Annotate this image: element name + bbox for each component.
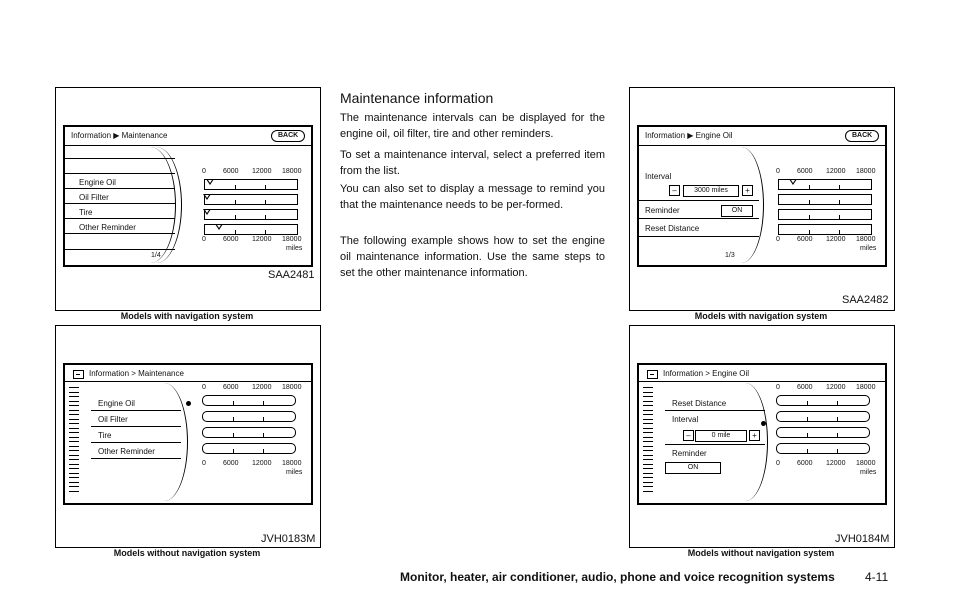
interval-label: Interval [672,415,699,424]
tick [263,433,264,437]
selection-dot [186,401,191,406]
reminder-label: Reminder [672,449,707,458]
divider [639,381,885,382]
paragraph: To set a maintenance interval, select a preferred item from the list. [340,149,605,177]
scale-0: 0 [202,460,206,467]
progress-bar [776,411,870,422]
tick [233,433,234,437]
tick [235,185,236,189]
pointer-icon [215,224,223,230]
progress-bar [776,395,870,406]
menu-item[interactable]: Oil Filter [98,415,128,424]
scale-6000: 6000 [797,236,813,243]
reset-distance-item[interactable]: Reset Distance [645,224,700,233]
menu-item[interactable]: Tire [98,431,112,440]
tick [839,185,840,189]
figure-maintenance-nonav [55,325,321,548]
progress-bar [204,209,298,220]
scale-18000: 18000 [856,460,876,467]
scale-12000: 12000 [826,168,846,175]
reminder-label: Reminder [645,206,680,215]
progress-bar [776,427,870,438]
page-indicator: 1/4 [151,252,161,259]
tick [233,417,234,421]
interval-value: 3000 miles [683,185,739,197]
progress-bar [202,427,296,438]
page-indicator: 1/3 [725,252,735,259]
figure-code: JVH0184M [835,533,890,545]
scale-6000: 6000 [223,168,239,175]
menu-item[interactable]: Other Reminder [79,223,136,232]
tick [265,230,266,234]
tick [837,433,838,437]
progress-bar [778,224,872,235]
reminder-toggle[interactable]: ON [721,205,753,217]
screen-maintenance-nonav [63,363,313,505]
tick [807,433,808,437]
figure-code: JVH0183M [261,533,316,545]
tick [809,215,810,219]
scale-0: 0 [776,460,780,467]
scale-18000: 18000 [282,384,302,391]
tick [837,401,838,405]
scroll-strips [69,387,79,495]
decrease-button[interactable]: – [683,430,694,441]
tick [265,200,266,204]
page-number: 4-11 [865,570,889,584]
scale-6000: 6000 [223,384,239,391]
tick [235,215,236,219]
menu-item[interactable]: Engine Oil [79,178,116,187]
scale-12000: 12000 [252,168,272,175]
section-title: Maintenance information [340,90,494,106]
scale-6000: 6000 [797,168,813,175]
back-button[interactable]: BACK [271,130,305,142]
info-icon [73,370,84,379]
tick [837,449,838,453]
screen-engine-oil-nav [637,125,887,267]
tick [263,417,264,421]
pointer-icon [206,179,214,185]
menu-curve [719,147,764,263]
scale-12000: 12000 [826,460,846,467]
menu-item[interactable]: Oil Filter [79,193,109,202]
progress-bar [204,194,298,205]
progress-bar [202,395,296,406]
tick [263,449,264,453]
screen-maintenance-nav [63,125,313,267]
scale-12000: 12000 [252,460,272,467]
scale-12000: 12000 [826,236,846,243]
scale-18000: 18000 [856,384,876,391]
scale-12000: 12000 [826,384,846,391]
menu-curve [131,147,182,263]
menu-item[interactable]: Other Reminder [98,447,155,456]
figure-caption: Models without navigation system [687,548,835,558]
progress-bar [202,411,296,422]
progress-bar [778,194,872,205]
figure-caption: Models with navigation system [120,311,254,321]
info-icon [647,370,658,379]
pointer-icon [203,209,211,215]
tick [807,401,808,405]
tick [807,417,808,421]
interval-value: 0 mile [695,430,747,442]
screen-header: Information > Engine Oil [663,369,750,378]
tick [807,449,808,453]
figure-engine-oil-nav [629,87,895,311]
screen-header: Information ▶ Engine Oil [645,131,733,140]
reset-distance-item[interactable]: Reset Distance [672,399,727,408]
menu-item[interactable]: Engine Oil [98,399,135,408]
footer-chapter-title: Monitor, heater, air conditioner, audio, phone and voice recognition systems [400,570,835,584]
increase-button[interactable]: + [749,430,760,441]
unit-label: miles [286,245,303,252]
divider [65,145,311,146]
unit-label: miles [286,469,303,476]
scale-18000: 18000 [282,168,302,175]
scale-0: 0 [776,384,780,391]
progress-bar [778,209,872,220]
scale-12000: 12000 [252,384,272,391]
interval-label: Interval [645,172,672,181]
tick [233,449,234,453]
unit-label: miles [860,469,877,476]
progress-bar [776,443,870,454]
scale-0: 0 [202,236,206,243]
scale-6000: 6000 [223,236,239,243]
scale-6000: 6000 [797,460,813,467]
figure-engine-oil-nonav [629,325,895,548]
scale-18000: 18000 [856,236,876,243]
screen-engine-oil-nonav [637,363,887,505]
tick [837,417,838,421]
tick [233,401,234,405]
scale-12000: 12000 [252,236,272,243]
tick [235,200,236,204]
scale-0: 0 [776,168,780,175]
increase-button[interactable]: + [742,185,753,196]
figure-caption: Models with navigation system [694,311,828,321]
scale-0: 0 [202,384,206,391]
figure-maintenance-nav [55,87,321,311]
tick [839,200,840,204]
tick [809,185,810,189]
tick [839,230,840,234]
screen-header: Information > Maintenance [89,369,184,378]
paragraph: The following example shows how to set the engine oil maintenance information. Use the same steps to set the other maintenance information. [340,235,605,279]
divider [639,145,885,146]
menu-item[interactable]: Tire [79,208,93,217]
scale-6000: 6000 [797,384,813,391]
pointer-icon [203,194,211,200]
back-button[interactable]: BACK [845,130,879,142]
reminder-toggle[interactable]: ON [665,462,721,474]
scale-18000: 18000 [282,236,302,243]
scale-6000: 6000 [223,460,239,467]
paragraph: You can also set to display a message to remind you that the maintenance needs to be per-formed. [340,183,605,211]
scale-0: 0 [776,236,780,243]
tick [263,401,264,405]
tick [809,200,810,204]
figure-code: SAA2481 [268,269,315,281]
figure-code: SAA2482 [842,294,889,306]
scale-18000: 18000 [282,460,302,467]
tick [839,215,840,219]
menu-curve [141,383,188,501]
tick [809,230,810,234]
unit-label: miles [860,245,877,252]
figure-caption: Models without navigation system [113,548,261,558]
tick [265,215,266,219]
menu-curve [723,383,768,501]
screen-header: Information ▶ Maintenance [71,131,168,140]
tick [235,230,236,234]
paragraph: The maintenance intervals can be displayed for the engine oil, oil filter, tire and other reminders. [340,112,605,140]
decrease-button[interactable]: – [669,185,680,196]
progress-bar [202,443,296,454]
tick [265,185,266,189]
scroll-strips [643,387,653,495]
divider [65,381,311,382]
scale-18000: 18000 [856,168,876,175]
pointer-icon [789,179,797,185]
progress-bar [204,179,298,190]
scale-0: 0 [202,168,206,175]
